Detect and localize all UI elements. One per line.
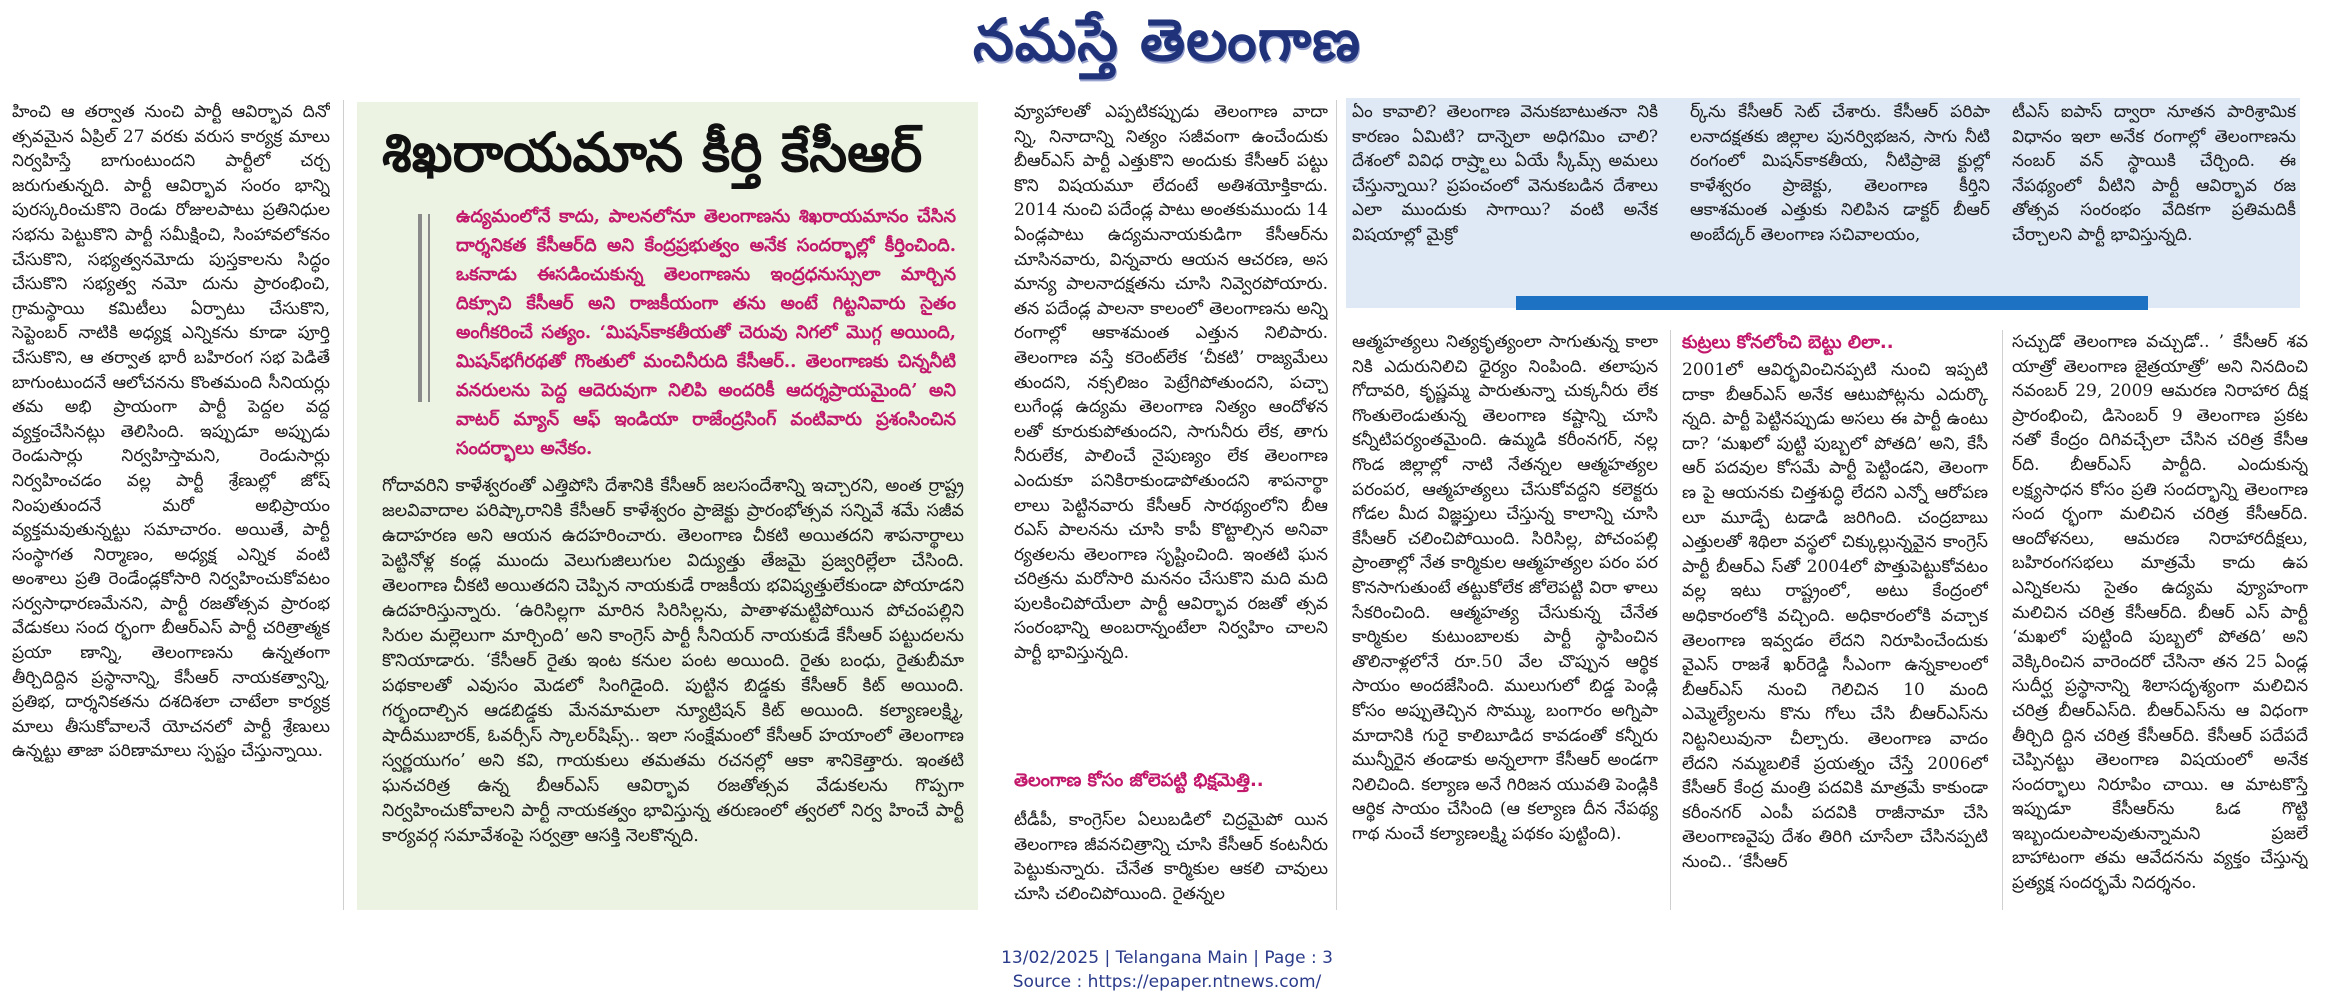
- column-divider: [1336, 100, 1337, 910]
- highlight-column-1: [1352, 100, 1658, 276]
- deck-text: ఉద్యమంలోనే కాదు, పాలనలోనూ తెలంగాణను శిఖరాయమానం చేసిన దార్శనికత కేసీఆర్‌ది అని కేంద్రప్రభుత్వం అనేక సందర్భాల్లో కీర్తించింది. ఒకనాడు ఈసడించుకున్న తెలంగాణను ఇంద్రధనుస్సులా మార్చిన దిక్సూచి కేసీఆర్ అని రాజకీయంగా తను అంటే గిట్టనివారు సైతం అంగీకరించే సత్యం. ‘మిషన్‌కాకతీయతో చెరువు నిగలో మొగ్గ అయింది, మిషన్‌భగీరథతో గొంతులో మంచినీరుది కేసీఆర్.. తెలంగాణకు చిన్ననీటి వనరులను పెద్ద ఆదెరువుగా నిలిపి అందరికీ ఆదర్శప్రాయమైంది’ అని వాటర్ మ్యాన్ ఆఫ్ ఇండియా రాజేంద్రసింగ్ వంటివారు ప్రశంసించిన సందర్భాలు అనేకం.: [456, 206, 956, 459]
- column-3-bottom: [1014, 808, 1328, 910]
- highlight-column-3-text: టీఎస్ ఐపాస్ ద్వారా నూతన పారిశ్రామిక విధానం ఇలా అనేక రంగాల్లో తెలంగాణను నంబర్ వన్ స్థాయికి చేర్చింది. ఈ నేపథ్యంలో వీటిని పార్టీ ఆవిర్భావ రజ తోత్సవ సంరంభం వేదికగా ప్రతిమదికీ చేర్చాలని పార్టీ భావిస్తున్నది.: [2012, 102, 2296, 245]
- column-6-text: సచ్చుడో తెలంగాణ వచ్చుడో.. ’ కేసీఆర్ శవ యాత్రో తెలంగాణ జైత్రయాత్రో’ అని నినదించి నవంబర్ 29, 2009 ఆమరణ నిరాహార దీక్ష ప్రారంభించి, డిసెంబర్ 9 తెలంగాణ ప్రకట నతో కేంద్రం దిగివచ్చేలా చేసిన చరిత్ర కేసీఆ ర్‌ది. బీఆర్‌ఎస్ పార్టీది. ఎందుకున్న లక్ష్యసాధన కోసం ప్రతి సందర్భాన్ని తెలంగాణ సంద ర్భంగా మలిచిన చరిత్ర కేసీఆర్‌ది. ఆందోళనలు, ఆమరణ నిరాహారదీక్షలు, బహిరంగసభలు మాత్రమే కాదు ఉప ఎన్నికలను సైతం ఉద్యమ వ్యూహంగా మలిచిన చరిత్ర కేసీఆర్‌ది. బీఆర్ ఎస్ పార్టీ ‘మఖలో పుట్టింది పుబ్బలో పోతది’ అని వెక్కిరించిన వారెందరో చేసినా తన 25 ఏండ్ల సుదీర్ఘ ప్రస్థానాన్ని శిలాసదృశ్యంగా మలిచిన చరిత్ర బీఆర్‌ఎస్‌ది. బీఆర్‌ఎస్‌ను ఆ విధంగా తీర్చిది ద్దిన చరిత్ర కేసీఆర్‌ది. కేసీఆర్ పదేపదే చెప్పినట్టు తెలంగాణ విషయంలో అనేక సందర్భాలు నిరూపిం చాయి. ఆ మాటకొస్తే ఇప్పుడూ కేసీఆర్‌ను ఓడ గొట్టి ఇబ్బందులపాలవుతున్నామని ప్రజలే బాహాటంగా తమ ఆవేదనను వ్యక్తం చేస్తున్న ప్రత్యక్ష సందర్భమే నిదర్శనం.: [2012, 332, 2308, 894]
- highlight-column-2: [1690, 100, 1990, 276]
- headline: శిఖరాయమాన కీర్తి కేసీఆర్: [382, 121, 923, 184]
- deck-rule-thin: [428, 214, 430, 402]
- feature-story-text: గోదావరిని కాళేశ్వరంతో ఎత్తిపోసి దేశానికి కేసీఆర్ జలసందేశాన్ని ఇచ్చారని, అంత ర్రాష్ట్ర జలవివాదాల పరిష్కారానికి కేసీఆర్ కాళేశ్వరం ప్రాజెక్టు ప్రారంభోత్సవ సన్నివే శమే సజీవ ఉదాహరణ అని ఆయన ఉదహరించారు. తెలంగాణ చీకటి అయితదని శాపనార్థాలు పెట్టినోళ్ల కండ్ల ముందు వెలుగుజిలుగుల విద్యుత్తు తేజమై ప్రజ్వరిల్లేలా చేసింది. తెలంగాణ చీకటి అయితదని చెప్పిన నాయకుడే రాజకీయ భవిష్యత్తులేకుండా పోయాడని ఉదహరిస్తున్నారు. ‘ఉరిసిల్లగా మారిన సిరిసిల్లను, పాతాళమట్టిపోయిన పోచంపల్లిని సిరుల మల్లెలుగా మార్చింది’ అని కాంగ్రెస్ పార్టీ సీనియర్ నాయకుడే కేసీఆర్ పట్టుదలను కొనియాడారు. ‘కేసీఆర్ రైతు ఇంట కనుల పంట అయింది. రైతు బంధు, రైతుబీమా పథకాలతో ఎవుసం మెడలో సింగిడైంది. పుట్టిన బిడ్డకు కేసీఆర్ కిట్ అయింది. గర్భందాల్చిన ఆడబిడ్డకు మేనమామలా న్యూట్రిషన్ కిట్ అయింది. కల్యాణలక్ష్మి, షాదీముబారక్, ఓవర్సీస్ స్కాలర్‌షిప్స్.. ఇలా సంక్షేమంలో కేసీఆర్ హయాంలో తెలంగాణ స్వర్ణయుగం’ అని కవి, గాయకులు తమతమ రచనల్లో ఆకా శానికెత్తారు. ఇంతటి ఘనచరిత్ర ఉన్న బీఆర్‌ఎస్ ఆవిర్భావ రజతోత్సవ వేడుకలను గొప్పగా నిర్వహించుకోవాలని పార్టీ నాయకత్వం భావిస్తున్న తరుణంలో త్వరలో నిర్వ హించే పార్టీ కార్యవర్గ సమావేశంపై సర్వత్రా ఆసక్తి నెలకొన్నది.: [382, 476, 964, 846]
- column-divider: [343, 100, 344, 910]
- footer-date-line: 13/02/2025 | Telangana Main | Page : 3: [1001, 948, 1333, 968]
- column-3-top: [1014, 100, 1328, 744]
- deck-rule: [418, 214, 422, 402]
- highlight-column-2-text: ర్క్‌ను కేసీఆర్ సెట్ చేశారు. కేసీఆర్ పరిపా లనాదక్షతకు జిల్లాల పునర్విభజన, సాగు నీటి రంగంలో మిషన్‌కాకతీయ, నీటిప్రాజె క్టుల్లో కాళేశ్వరం ప్రాజెక్టు, తెలంగాణ కీర్తిని ఆకాశమంత ఎత్తుకు నిలిపిన డాక్టర్ బీఆర్ అంబేద్కర్ తెలంగాణ సచివాలయం,: [1690, 102, 1990, 245]
- column-3-text: వ్యూహాలతో ఎప్పటికప్పుడు తెలంగాణ వాదా న్ని, నినాదాన్ని నిత్యం సజీవంగా ఉంచేందుకు బీఆర్‌ఎస్ పార్టీ ఎత్తుకొని అందుకు కేసీఆర్ పట్టు కొని విషయమూ లేదంటే అతిశయోక్తికాదు. 2014 నుంచి పదేండ్ల పాటు అంతకుముందు 14 ఏండ్లపాటు ఉద్యమనాయకుడిగా కేసీఆర్‌ను చూసినవారు, విన్నవారు ఆయన ఆచరణ, అస మాన్య పాలనాదక్షతను చూసి నివ్వెరపోయారు. తన పదేండ్ల పాలనా కాలంలో తెలంగాణను అన్ని రంగాల్లో ఆకాశమంత ఎత్తున నిలిపారు. తెలంగాణ వస్తే కరెంట్‌లేక ‘చీకటి’ రాజ్యమేలు తుందని, నక్సలిజం పెట్రేగిపోతుందని, పచ్చా లుగేండ్ల ఉద్యమ తెలంగాణ నిత్యం ఆందోళన లతో కూరుకుపోతుందని, సాగునీరు లేక, తాగు నీరులేక, పాలించే నైపుణ్యం లేక తెలంగాణ ఎందుకూ పనికిరాకుండాపోతుందని శాపనార్థా లాలు పెట్టినవారు కేసీఆర్ సారథ్యంలోని బీఆ రఎస్ పాలనను చూసి కాపీ కొట్టాల్సిన అనివా ర్యతలను తెలంగాణ సృష్టించింది. ఇంతటి ఘన చరిత్రను మరోసారి మననం చేసుకొని మది మది పులకించిపోయేలా పార్టీ ఆవిర్భావ రజతో త్సవ సంరంభాన్ని అంబరాన్నంటేలా నిర్వహిం చాలని పార్టీ భావిస్తున్నది.: [1014, 102, 1328, 664]
- column-1: [12, 100, 330, 920]
- column-5: [1682, 358, 1988, 918]
- masthead-logo: నమస్తే తెలంగాణ: [973, 6, 1361, 74]
- highlight-bar: [1516, 296, 2148, 310]
- highlight-column-3: [2012, 100, 2296, 276]
- column-5-text: 2001లో ఆవిర్భవించినప్పటి నుంచి ఇప్పటి దాకా బీఆర్‌ఎస్ అనేక ఆటుపోట్లను ఎదుర్కొ న్నది. పార్టీ పెట్టినప్పుడు అసలు ఈ పార్టీ ఉంటు దా? ‘మఖలో పుట్టి పుబ్బలో పోతది’ అని, కేసీ ఆర్ పదవుల కోసమే పార్టీ పెట్టిండని, తెలంగా ణ పై ఆయనకు చిత్తశుద్ధి లేదని ఎన్నో ఆరోపణ లూ మూడ్పే టడాడి జరిగింది. చంద్రబాబు ఎత్తులతో శిథిలా వస్థలో చిక్కుల్లున్నవైన కాంగ్రెస్ పార్టీ బీఆర్‌ఎ స్‌తో 2004లో పొత్తుపెట్టుకోవటం వల్ల ఇటు రాష్ట్రంలో, అటు కేంద్రంలో అధికారంలోకి వచ్చింది. అధికారంలోకి వచ్చాక తెలంగాణ ఇవ్వడం లేదని నిరూపించేందుకు వైఎస్ రాజశే ఖర్‌రెడ్డి సీఎంగా ఉన్నకాలంలో బీఆర్‌ఎస్ నుంచి గెలిచిన 10 మంది ఎమ్మెల్యేలను కొను గోలు చేసి బీఆర్‌ఎస్‌ను నిట్టనిలువునా చీల్చారు. తెలంగాణ వాదం లేదని నమ్మబలికే ప్రయత్నం చేస్తే 2006లో కేసీఆర్ కేంద్ర మంత్రి పదవికి మాత్రమే కాకుండా కరీంనగర్ ఎంపీ పదవికి రాజీనామా చేసి తెలంగాణవైపు దేశం తిరిగి చూసేలా చేసినప్పటి నుంచి.. ‘కేసీఆర్: [1682, 360, 1988, 872]
- column-4-text: ఆత్మహత్యలు నిత్యకృత్యంలా సాగుతున్న కాలా నికి ఎదురునిలిచి ధైర్యం నింపింది. తలాపున గోదావరి, కృష్ణమ్మ పారుతున్నా చుక్కనీరు లేక గొంతులెండుతున్న తెలంగాణ కష్టాన్ని చూసి కన్నీటిపర్యంతమైంది. ఉమ్మడి కరీంనగర్, నల్ల గొండ జిల్లాల్లో నాటి నేతన్నల ఆత్మహత్యల పరంపర, ఆత్మహత్యలు చేసుకోవద్దని కలెక్టరు గోడల మీద విజ్ఞప్తులు చేస్తున్న కాలాన్ని చూసి కేసీఆర్ చలించిపోయింది. సిరిసిల్ల, పోచంపల్లి ప్రాంతాల్లో నేత కార్మికుల ఆత్మహత్యల పరం పర కొనసాగుతుంటే తట్టుకోలేక జోలెపట్టి విరా ళాలు సేకరించింది. ఆత్మహత్య చేసుకున్న చేనేత కార్మికుల కుటుంబాలకు పార్టీ స్థాపించిన తొలినాళ్లలోనే రూ.50 వేల చొప్పున ఆర్థిక సాయం అందజేసింది. ములుగులో బిడ్డ పెండ్లి కోసం అప్పుతెచ్చిన సొమ్ము, బంగారం అగ్నిపా మాదానికి గురై కాలిబూడిద కావడంతో కన్నీరు మున్నీరైన తండాకు అన్నలాగా కేసీఆర్ అండగా నిలిచింది. కల్యాణ అనే గిరిజన యువతి పెండ్లికి ఆర్థిక సాయం చేసింది (ఆ కల్యాణ దీన నేపథ్య గాథ నుంచే కల్యాణలక్ష్మి పథకం పుట్టింది).: [1352, 332, 1658, 844]
- feature-story: [382, 474, 964, 904]
- page-footer: [0, 946, 2334, 994]
- column-3-bottom-text: టీడీపీ, కాంగ్రెస్‌ల ఏలుబడిలో చిద్రమైపో యిన తెలంగాణ జీవనచిత్రాన్ని చూసి కేసీఆర్ కంటనీరు పెట్టుకున్నారు. చేనేత కార్మికుల ఆకలి చావులు చూసి చలించిపోయింది. రైతన్నల: [1014, 810, 1328, 904]
- footer-source-link[interactable]: Source : https://epaper.ntnews.com/: [1012, 972, 1322, 992]
- column-3-subhead: తెలంగాణ కోసం జోలెపట్టి భిక్షమెత్తి..: [1014, 770, 1264, 791]
- column-divider: [2002, 330, 2003, 910]
- column-1-text: హించి ఆ తర్వాత నుంచి పార్టీ ఆవిర్భావ దినో త్సవమైన ఏప్రిల్ 27 వరకు వరుస కార్యక్ర మాలు నిర్వహిస్తే బాగుంటుందని పార్టీలో చర్చ జరుగుతున్నది. పార్టీ ఆవిర్భావ సంరం భాన్ని పురస్కరించుకొని రెండు రోజులపాటు ప్రతినిధుల సభను పెట్టుకొని పార్టీ సమీక్షించి, సింహావలోకనం చేసుకొని, సభ్యత్వనమోదు పుస్తకాలను సిద్ధం చేసుకొని సభ్యత్వ నమో దును ప్రారంభించి, గ్రామస్థాయి కమిటీలు ఏర్పాటు చేసుకొని, సెప్టెంబర్ నాటికి అధ్యక్ష ఎన్నికను కూడా పూర్తి చేసుకొని, ఆ తర్వాత భారీ బహిరంగ సభ పెడితే బాగుంటుందనే ఆలోచనను కొంతమంది సీనియర్లు తమ అభి ప్రాయంగా పార్టీ పెద్దల వద్ద వ్యక్తంచేసినట్లు తెలిసింది. ఇప్పుడూ అప్పుడు రెండుసార్లు నిర్వహిస్తామని, రెండుసార్లు నిర్వహించడం వల్ల పార్టీ శ్రేణుల్లో జోష్ నింపుతుందనే మరో అభిప్రాయం వ్యక్తమవుతున్నట్టు సమాచారం. అయితే, పార్టీ సంస్థాగత నిర్మాణం, అధ్యక్ష ఎన్నిక వంటి అంశాలు ప్రతి రెండేండ్లకోసారి నిర్వహించుకోవటం సర్వసాధారణమేనని, పార్టీ రజతోత్సవ ప్రారంభ వేడుకలు సంద ర్భంగా బీఆర్‌ఎస్ పార్టీ చరిత్రాత్మక ప్రయా ణాన్ని, తెలంగాణను ఉన్నతంగా తీర్చిదిద్దిన ప్రస్థానాన్ని, కేసీఆర్ నాయకత్వాన్ని, ప్రతిభ, దార్శనికతను దశదిశలా చాటేలా కార్యక్ర మాలు తీసుకోవాలనే యోచనలో పార్టీ శ్రేణులు ఉన్నట్టు తాజా పరిణామాలు స్పష్టం చేస్తున్నాయి.: [12, 102, 330, 762]
- column-divider: [1670, 330, 1671, 910]
- column-5-subhead: కుట్రలు కోనలోంచి బెట్టు లిలా..: [1682, 332, 1894, 353]
- column-6: [2012, 330, 2308, 920]
- column-4: [1352, 330, 1658, 920]
- highlight-column-1-text: ఏం కావాలి? తెలంగాణ వెనుకబాటుతనా నికి కారణం ఏమిటి? దాన్నెలా అధిగమిం చాలి? దేశంలో వివిధ రాష్ర్టాలు ఏయే స్కీమ్స్ అమలు చేస్తున్నాయి? ప్రపంచంలో వెనుకబడిన దేశాలు ఎలా ముందుకు సాగాయి? వంటి అనేక విషయాల్లో మైక్రో: [1352, 102, 1658, 245]
